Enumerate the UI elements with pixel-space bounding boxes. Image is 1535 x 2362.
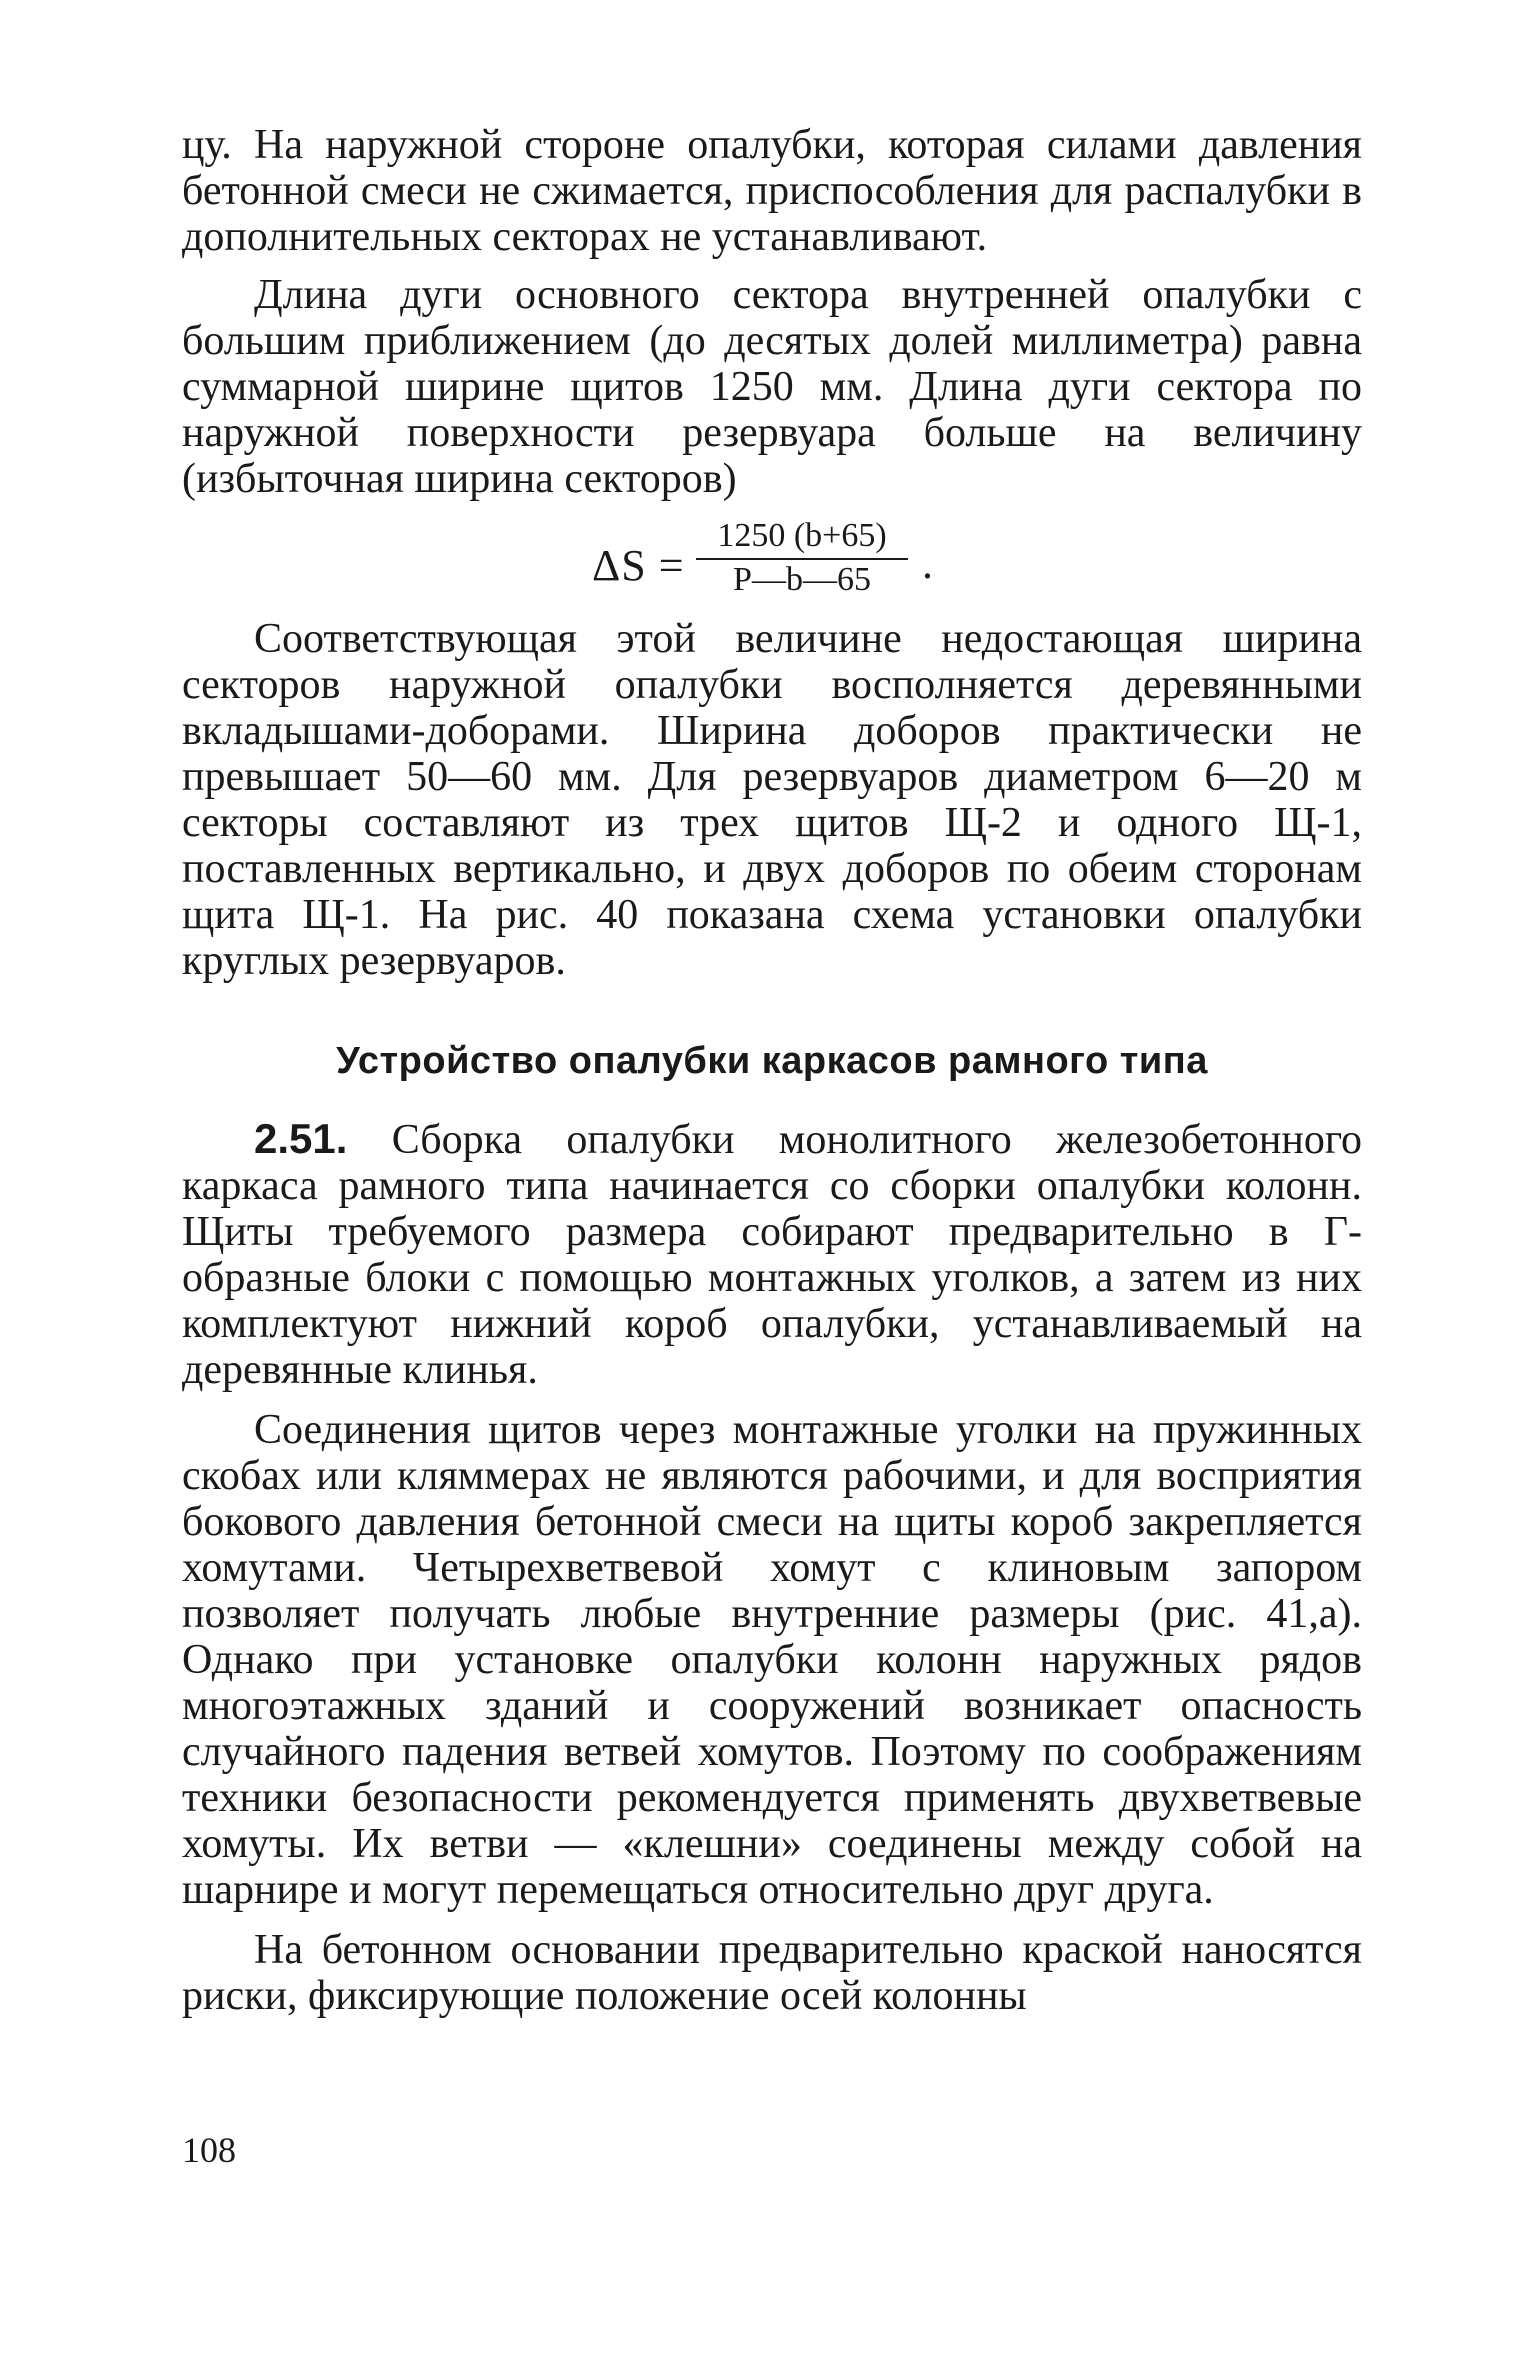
- paragraph-4: [182, 1116, 1362, 1393]
- formula-numerator: 1250 (b+65): [696, 516, 908, 560]
- formula-denominator: P—b—65: [733, 561, 871, 598]
- section-heading: Устройство опалубки каркасов рамного типа: [336, 1040, 1208, 1082]
- section-number: 2.51.: [254, 1115, 348, 1162]
- formula-period: .: [922, 539, 933, 588]
- page-body: [182, 122, 1362, 2019]
- paragraph-2: Длина дуги основного сектора внутренней опалубки с большим приближением (до десятых долей миллиметра) равна суммарной ширине щитов 1250 мм. Длина дуги сектора по наружной поверхности резервуара больше на величину (избыточная ширина секторов): [182, 272, 1362, 502]
- paragraph-5: Соединения щитов через монтажные уголки на пружинных скобах или кляммерах не являются рабочими, и для восприятия бокового давления бетонной смеси на щиты короб закрепляется хомутами. Четырехветвевой хомут с клиновым запором позволяет получать любые внутренние размеры (рис. 41,а). Однако при установке опалубки колонн наружных рядов многоэтажных зданий и сооружений возникает опасность случайного падения ветвей хомутов. Поэтому по соображениям техники безопасности рекомендуется применять двухветвевые хомуты. Их ветви — «клешни» соединены между собой на шарнире и могут перемещаться относительно друг друга.: [182, 1407, 1362, 1913]
- paragraph-3: Соответствующая этой величине недостающая ширина секторов наружной опалубки восполняется деревянными вкладышами-доборами. Ширина доборов практически не превышает 50—60 мм. Для резервуаров диаметром 6—20 м секторы составляют из трех щитов Щ-2 и одного Щ-1, поставленных вертикально, и двух доборов по обеим сторонам щита Щ-1. На рис. 40 показана схема установки опалубки круглых резервуаров.: [182, 616, 1362, 984]
- formula-lhs: ΔS =: [592, 541, 685, 590]
- page-number: 108: [182, 2130, 236, 2170]
- formula-fraction: [696, 516, 908, 600]
- formula-delta-s: [182, 516, 1362, 616]
- paragraph-6: На бетонном основании предварительно краской наносятся риски, фиксирующие положение осей колонны: [182, 1927, 1362, 2019]
- paragraph-4-text: Сборка опалубки монолитного железобетонного каркаса рамного типа начинается со сборки опалубки колонн. Щиты требуемого размера собирают предварительно в Г-образные блоки с помощью монтажных уголков, а затем из них комплектуют нижний короб опалубки, устанавливаемый на деревянные клинья.: [182, 1117, 1363, 1393]
- paragraph-1: цу. На наружной стороне опалубки, которая силами давления бетонной смеси не сжимается, приспособления для распалубки в дополнительных секторах не устанавливают.: [182, 122, 1362, 260]
